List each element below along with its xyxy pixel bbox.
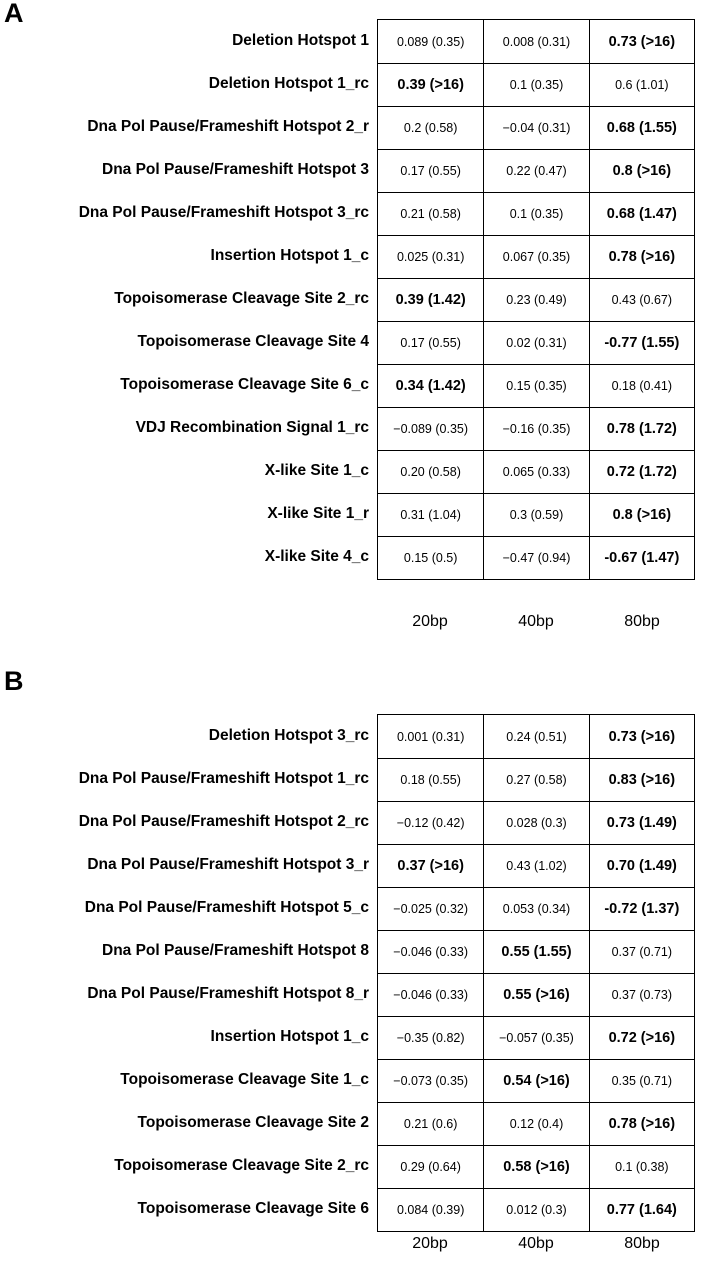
table-cell-80bp: 0.8 (>16)	[589, 150, 694, 192]
column-header-80bp: 80bp	[624, 1235, 660, 1252]
table-cell-80bp: 0.78 (>16)	[589, 236, 694, 278]
row-label: Dna Pol Pause/Frameshift Hotspot 3_rc	[78, 204, 369, 221]
row-label: Dna Pol Pause/Frameshift Hotspot 1_rc	[78, 770, 369, 787]
table-cell-40bp: −0.47 (0.94)	[483, 537, 588, 579]
table-cell-80bp: 0.78 (>16)	[589, 1103, 694, 1145]
table-cell-20bp: 0.31 (1.04)	[400, 508, 461, 522]
table-cell-80bp: 0.77 (1.64)	[589, 1189, 694, 1231]
row-label: Deletion Hotspot 3_rc	[208, 727, 369, 744]
table-row-cells	[378, 801, 694, 844]
table-row-cells	[378, 106, 694, 149]
table-cell-40bp: 0.008 (0.31)	[483, 20, 588, 63]
column-header-40bp: 40bp	[518, 1235, 554, 1252]
row-label: Topoisomerase Cleavage Site 2	[137, 1114, 369, 1131]
row-label: Dna Pol Pause/Frameshift Hotspot 3_r	[87, 856, 369, 873]
table-cell-80bp: 0.73 (>16)	[589, 20, 694, 63]
row-label: X-like Site 4_c	[264, 548, 369, 565]
table-cell-20bp: 0.21 (0.58)	[400, 207, 461, 221]
table-row-cells	[378, 149, 694, 192]
column-header-20bp: 20bp	[412, 613, 448, 630]
table-row-cells	[378, 1145, 694, 1188]
row-label: Dna Pol Pause/Frameshift Hotspot 5_c	[84, 899, 369, 916]
table-cell-80bp: 0.43 (0.67)	[589, 279, 694, 321]
table-row-cells	[378, 1059, 694, 1102]
table-cell-20bp: 0.20 (0.58)	[400, 465, 461, 479]
table-cell-80bp: -0.72 (1.37)	[589, 888, 694, 930]
table-cell-80bp: 0.72 (1.72)	[589, 451, 694, 493]
table-cell-40bp: 0.54 (>16)	[483, 1060, 588, 1102]
data-table	[377, 19, 695, 580]
table-cell-80bp: 0.68 (1.55)	[589, 107, 694, 149]
table-cell-20bp: 0.001 (0.31)	[396, 729, 465, 744]
table-cell-80bp: 0.73 (1.49)	[589, 802, 694, 844]
table-cell-20bp: −0.35 (0.82)	[396, 1031, 465, 1045]
row-label: Dna Pol Pause/Frameshift Hotspot 2_r	[87, 118, 369, 135]
table-cell-20bp: −0.089 (0.35)	[393, 422, 469, 436]
table-cell-40bp: 0.15 (0.35)	[483, 365, 588, 407]
table-cell-20bp: −0.046 (0.33)	[393, 945, 469, 959]
table-cell-80bp: 0.6 (1.01)	[589, 64, 694, 106]
table-row-cells	[378, 1102, 694, 1145]
table-cell-80bp: -0.67 (1.47)	[589, 537, 694, 579]
table-row-cells	[378, 930, 694, 973]
table-cell-40bp: 0.43 (1.02)	[483, 845, 588, 887]
table-row-cells	[378, 321, 694, 364]
table-cell-20bp: 0.29 (0.64)	[400, 1160, 461, 1174]
row-label: VDJ Recombination Signal 1_rc	[135, 419, 369, 436]
table-row-cells	[378, 364, 694, 407]
table-row-cells	[378, 20, 694, 63]
row-label: X-like Site 1_r	[267, 505, 369, 522]
table-cell-80bp: 0.78 (1.72)	[589, 408, 694, 450]
column-header-40bp: 40bp	[518, 613, 554, 630]
table-row-cells	[378, 758, 694, 801]
table-row-cells	[378, 844, 694, 887]
table-cell-40bp: 0.3 (0.59)	[483, 494, 588, 536]
table-cell-40bp: 0.24 (0.51)	[483, 715, 588, 758]
table-cell-40bp: 0.1 (0.35)	[483, 64, 588, 106]
table-cell-80bp: 0.1 (0.38)	[589, 1146, 694, 1188]
table-row-cells	[378, 973, 694, 1016]
table-cell-80bp: 0.8 (>16)	[589, 494, 694, 536]
table-cell-20bp: 0.17 (0.55)	[400, 164, 461, 178]
column-headers	[377, 613, 695, 631]
row-label: Dna Pol Pause/Frameshift Hotspot 2_rc	[78, 813, 369, 830]
table-row-cells	[378, 536, 694, 579]
table-cell-40bp: −0.04 (0.31)	[483, 107, 588, 149]
panel-letter: A	[4, 0, 24, 28]
table-cell-20bp: −0.073 (0.35)	[393, 1074, 469, 1088]
row-label: Insertion Hotspot 1_c	[210, 1028, 369, 1045]
table-row-cells	[378, 887, 694, 930]
table-cell-40bp: 0.23 (0.49)	[483, 279, 588, 321]
table-cell-80bp: 0.37 (0.73)	[589, 974, 694, 1016]
row-label: Topoisomerase Cleavage Site 4	[137, 333, 369, 350]
table-cell-20bp: 0.18 (0.55)	[400, 773, 461, 787]
table-row-cells	[378, 1016, 694, 1059]
table-cell-40bp: 0.1 (0.35)	[483, 193, 588, 235]
table-cell-20bp: 0.37 (>16)	[397, 858, 464, 874]
table-cell-40bp: 0.065 (0.33)	[483, 451, 588, 493]
table-row-cells	[378, 278, 694, 321]
table-cell-20bp: −0.025 (0.32)	[393, 902, 469, 916]
column-headers	[377, 1235, 695, 1253]
row-label: Dna Pol Pause/Frameshift Hotspot 8_r	[87, 985, 369, 1002]
table-cell-40bp: 0.012 (0.3)	[483, 1189, 588, 1231]
table-row-cells	[378, 715, 694, 758]
table-cell-80bp: 0.72 (>16)	[589, 1017, 694, 1059]
table-cell-20bp: 0.2 (0.58)	[403, 121, 458, 135]
table-cell-40bp: 0.58 (>16)	[483, 1146, 588, 1188]
table-cell-20bp: 0.39 (1.42)	[395, 292, 466, 308]
table-cell-20bp: 0.089 (0.35)	[396, 34, 465, 49]
row-label: Deletion Hotspot 1	[232, 32, 369, 49]
table-row-cells	[378, 407, 694, 450]
column-header-80bp: 80bp	[624, 613, 660, 630]
table-cell-40bp: 0.12 (0.4)	[483, 1103, 588, 1145]
table-row-cells	[378, 450, 694, 493]
table-cell-40bp: 0.55 (1.55)	[483, 931, 588, 973]
table-cell-40bp: 0.22 (0.47)	[483, 150, 588, 192]
table-cell-40bp: −0.16 (0.35)	[483, 408, 588, 450]
table-cell-20bp: 0.025 (0.31)	[396, 250, 465, 264]
table-cell-40bp: −0.057 (0.35)	[483, 1017, 588, 1059]
table-cell-20bp: −0.12 (0.42)	[396, 816, 465, 830]
table-cell-80bp: 0.83 (>16)	[589, 759, 694, 801]
table-row-cells	[378, 1188, 694, 1231]
table-cell-20bp: 0.21 (0.6)	[403, 1117, 458, 1131]
table-row-cells	[378, 192, 694, 235]
row-label: Topoisomerase Cleavage Site 2_rc	[114, 290, 369, 307]
table-row-cells	[378, 63, 694, 106]
row-label: Deletion Hotspot 1_rc	[208, 75, 369, 92]
table-cell-80bp: 0.37 (0.71)	[589, 931, 694, 973]
row-label: Topoisomerase Cleavage Site 6_c	[120, 376, 369, 393]
row-label: Topoisomerase Cleavage Site 6	[137, 1200, 369, 1217]
table-cell-80bp: -0.77 (1.55)	[589, 322, 694, 364]
table-cell-20bp: 0.17 (0.55)	[400, 336, 461, 350]
row-label: X-like Site 1_c	[264, 462, 369, 479]
table-cell-80bp: 0.68 (1.47)	[589, 193, 694, 235]
row-label: Dna Pol Pause/Frameshift Hotspot 3	[102, 161, 369, 178]
table-cell-40bp: 0.067 (0.35)	[483, 236, 588, 278]
table-cell-20bp: 0.34 (1.42)	[395, 378, 466, 394]
row-label: Topoisomerase Cleavage Site 2_rc	[114, 1157, 369, 1174]
table-cell-20bp: 0.39 (>16)	[397, 77, 464, 93]
column-header-20bp: 20bp	[412, 1235, 448, 1252]
table-cell-20bp: −0.046 (0.33)	[393, 988, 469, 1002]
row-label: Insertion Hotspot 1_c	[210, 247, 369, 264]
row-label: Topoisomerase Cleavage Site 1_c	[120, 1071, 369, 1088]
table-cell-80bp: 0.73 (>16)	[589, 715, 694, 758]
table-cell-40bp: 0.27 (0.58)	[483, 759, 588, 801]
table-cell-40bp: 0.028 (0.3)	[483, 802, 588, 844]
table-cell-80bp: 0.70 (1.49)	[589, 845, 694, 887]
table-cell-20bp: 0.084 (0.39)	[396, 1203, 465, 1217]
table-cell-80bp: 0.35 (0.71)	[589, 1060, 694, 1102]
table-row-cells	[378, 235, 694, 278]
table-cell-20bp: 0.15 (0.5)	[403, 551, 458, 565]
table-cell-40bp: 0.053 (0.34)	[483, 888, 588, 930]
table-cell-80bp: 0.18 (0.41)	[589, 365, 694, 407]
table-cell-40bp: 0.55 (>16)	[483, 974, 588, 1016]
table-row-cells	[378, 493, 694, 536]
panel-letter: B	[4, 666, 24, 696]
row-label: Dna Pol Pause/Frameshift Hotspot 8	[102, 942, 369, 959]
data-table	[377, 714, 695, 1232]
table-cell-40bp: 0.02 (0.31)	[483, 322, 588, 364]
